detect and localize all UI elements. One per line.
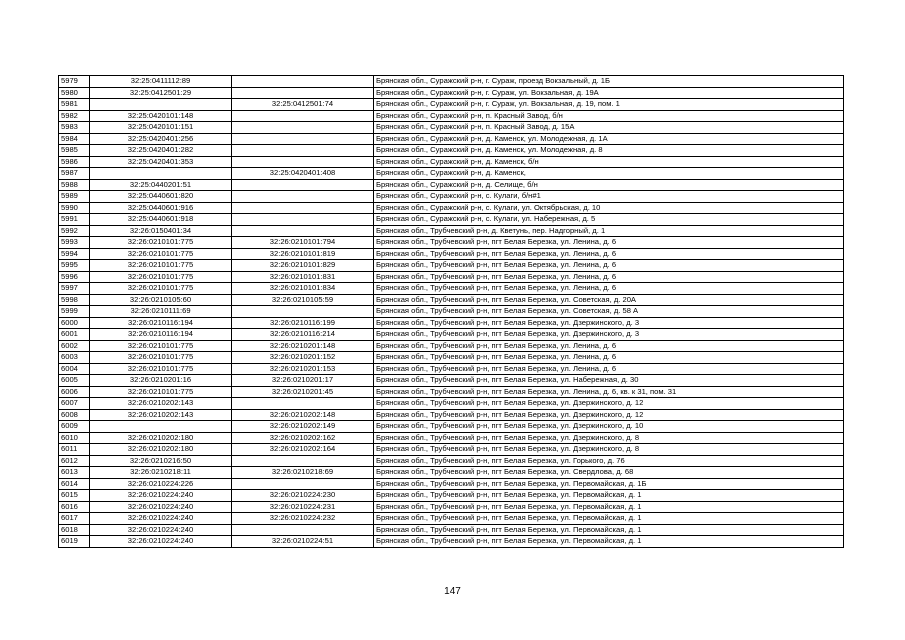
cadastral-number-cell xyxy=(90,421,232,433)
address-cell: Брянская обл., Трубчевский р-н, пгт Белая Березка, ул. Первомайская, д. 1 xyxy=(374,513,844,525)
cadastral-number-cell: 32:26:0210105:60 xyxy=(90,294,232,306)
cadastral-number-cell: 32:25:0420401:282 xyxy=(90,145,232,157)
address-cell: Брянская обл., Трубчевский р-н, пгт Белая Березка, ул. Горького, д. 76 xyxy=(374,455,844,467)
sub-cadastral-number-cell: 32:25:0412501:74 xyxy=(232,99,374,111)
sub-cadastral-number-cell: 32:26:0210116:214 xyxy=(232,329,374,341)
table-row xyxy=(59,237,844,249)
table-row xyxy=(59,294,844,306)
sub-cadastral-number-cell: 32:26:0210101:834 xyxy=(232,283,374,295)
address-cell: Брянская обл., Трубчевский р-н, пгт Белая Березка, ул. Дзержинского, д. 12 xyxy=(374,409,844,421)
table-row xyxy=(59,375,844,387)
row-number-cell: 6018 xyxy=(59,524,90,536)
cadastral-number-cell: 32:26:0210116:194 xyxy=(90,317,232,329)
cadastral-number-cell: 32:26:0210201:16 xyxy=(90,375,232,387)
cadastral-number-cell: 32:25:0420401:353 xyxy=(90,156,232,168)
cadastral-number-cell: 32:26:0210101:775 xyxy=(90,237,232,249)
address-cell: Брянская обл., Суражский р-н, с. Кулаги, ул. Октябрьская, д. 10 xyxy=(374,202,844,214)
address-cell: Брянская обл., Трубчевский р-н, пгт Белая Березка, ул. Ленина, д. 6 xyxy=(374,363,844,375)
row-number-cell: 5990 xyxy=(59,202,90,214)
row-number-cell: 6014 xyxy=(59,478,90,490)
sub-cadastral-number-cell: 32:26:0210202:149 xyxy=(232,421,374,433)
row-number-cell: 5988 xyxy=(59,179,90,191)
table-row xyxy=(59,524,844,536)
cadastral-number-cell: 32:26:0210101:775 xyxy=(90,340,232,352)
cadastral-number-cell: 32:25:0440601:916 xyxy=(90,202,232,214)
row-number-cell: 6001 xyxy=(59,329,90,341)
sub-cadastral-number-cell xyxy=(232,398,374,410)
cadastral-number-cell: 32:26:0210101:775 xyxy=(90,260,232,272)
sub-cadastral-number-cell xyxy=(232,202,374,214)
row-number-cell: 6007 xyxy=(59,398,90,410)
table-row xyxy=(59,306,844,318)
address-cell: Брянская обл., Суражский р-н, п. Красный Завод, б/н xyxy=(374,110,844,122)
address-cell: Брянская обл., Суражский р-н, п. Красный Завод, д. 15А xyxy=(374,122,844,134)
address-cell: Брянская обл., Суражский р-н, г. Сураж, ул. Вокзальная, д. 19А xyxy=(374,87,844,99)
table-row xyxy=(59,317,844,329)
row-number-cell: 5986 xyxy=(59,156,90,168)
table-row xyxy=(59,432,844,444)
sub-cadastral-number-cell: 32:25:0420401:408 xyxy=(232,168,374,180)
sub-cadastral-number-cell xyxy=(232,214,374,226)
address-cell: Брянская обл., Трубчевский р-н, пгт Белая Березка, ул. Дзержинского, д. 10 xyxy=(374,421,844,433)
address-cell: Брянская обл., Суражский р-н, с. Кулаги, ул. Набережная, д. 5 xyxy=(374,214,844,226)
row-number-cell: 5979 xyxy=(59,76,90,88)
sub-cadastral-number-cell: 32:26:0210201:148 xyxy=(232,340,374,352)
cadastral-number-cell: 32:26:0210101:775 xyxy=(90,363,232,375)
sub-cadastral-number-cell xyxy=(232,133,374,145)
address-cell: Брянская обл., Трубчевский р-н, пгт Белая Березка, ул. Первомайская, д. 1Б xyxy=(374,478,844,490)
sub-cadastral-number-cell: 32:26:0210201:17 xyxy=(232,375,374,387)
cadastral-number-cell: 32:26:0210224:240 xyxy=(90,501,232,513)
table-row xyxy=(59,122,844,134)
table-row xyxy=(59,467,844,479)
table-row xyxy=(59,225,844,237)
address-cell: Брянская обл., Трубчевский р-н, д. Кветунь, пер. Надгорный, д. 1 xyxy=(374,225,844,237)
row-number-cell: 6000 xyxy=(59,317,90,329)
address-cell: Брянская обл., Трубчевский р-н, пгт Белая Березка, ул. Дзержинского, д. 8 xyxy=(374,432,844,444)
property-register-table xyxy=(58,75,844,548)
table-row xyxy=(59,409,844,421)
address-cell: Брянская обл., Трубчевский р-н, пгт Белая Березка, ул. Ленина, д. 6 xyxy=(374,248,844,260)
row-number-cell: 6012 xyxy=(59,455,90,467)
sub-cadastral-number-cell: 32:26:0210202:148 xyxy=(232,409,374,421)
row-number-cell: 6008 xyxy=(59,409,90,421)
sub-cadastral-number-cell: 32:26:0210201:45 xyxy=(232,386,374,398)
row-number-cell: 6015 xyxy=(59,490,90,502)
row-number-cell: 6019 xyxy=(59,536,90,548)
row-number-cell: 5991 xyxy=(59,214,90,226)
table-row xyxy=(59,536,844,548)
table-row xyxy=(59,99,844,111)
sub-cadastral-number-cell: 32:26:0210201:152 xyxy=(232,352,374,364)
address-cell: Брянская обл., Трубчевский р-н, пгт Белая Березка, ул. Ленина, д. 6 xyxy=(374,340,844,352)
sub-cadastral-number-cell: 32:26:0210202:162 xyxy=(232,432,374,444)
cadastral-number-cell xyxy=(90,99,232,111)
cadastral-number-cell: 32:26:0210216:50 xyxy=(90,455,232,467)
sub-cadastral-number-cell xyxy=(232,524,374,536)
sub-cadastral-number-cell: 32:26:0210101:831 xyxy=(232,271,374,283)
cadastral-number-cell: 32:26:0210202:143 xyxy=(90,398,232,410)
address-cell: Брянская обл., Суражский р-н, д. Каменск, ул. Молодежная, д. 8 xyxy=(374,145,844,157)
table-row xyxy=(59,513,844,525)
address-cell: Брянская обл., Суражский р-н, д. Каменск, б/н xyxy=(374,156,844,168)
cadastral-number-cell: 32:26:0210101:775 xyxy=(90,248,232,260)
row-number-cell: 5989 xyxy=(59,191,90,203)
row-number-cell: 5996 xyxy=(59,271,90,283)
sub-cadastral-number-cell: 32:26:0210105:59 xyxy=(232,294,374,306)
table-row xyxy=(59,110,844,122)
address-cell: Брянская обл., Трубчевский р-н, пгт Белая Березка, ул. Свердлова, д. 68 xyxy=(374,467,844,479)
row-number-cell: 5998 xyxy=(59,294,90,306)
table-row xyxy=(59,191,844,203)
row-number-cell: 5983 xyxy=(59,122,90,134)
address-cell: Брянская обл., Трубчевский р-н, пгт Белая Березка, ул. Первомайская, д. 1 xyxy=(374,501,844,513)
address-cell: Брянская обл., Суражский р-н, с. Кулаги, б/н#1 xyxy=(374,191,844,203)
cadastral-number-cell: 32:26:0210218:11 xyxy=(90,467,232,479)
table-row xyxy=(59,421,844,433)
sub-cadastral-number-cell xyxy=(232,455,374,467)
address-cell: Брянская обл., Трубчевский р-н, пгт Белая Березка, ул. Ленина, д. 6 xyxy=(374,283,844,295)
table-row xyxy=(59,455,844,467)
row-number-cell: 6005 xyxy=(59,375,90,387)
table-row xyxy=(59,271,844,283)
row-number-cell: 5999 xyxy=(59,306,90,318)
cadastral-number-cell: 32:25:0420401:256 xyxy=(90,133,232,145)
address-cell: Брянская обл., Суражский р-н, г. Сураж, ул. Вокзальная, д. 19, пом. 1 xyxy=(374,99,844,111)
sub-cadastral-number-cell xyxy=(232,122,374,134)
table-row xyxy=(59,490,844,502)
cadastral-number-cell: 32:25:0420101:151 xyxy=(90,122,232,134)
sub-cadastral-number-cell xyxy=(232,156,374,168)
address-cell: Брянская обл., Суражский р-н, д. Каменск, xyxy=(374,168,844,180)
cadastral-number-cell: 32:25:0411112:89 xyxy=(90,76,232,88)
address-cell: Брянская обл., Трубчевский р-н, пгт Белая Березка, ул. Первомайская, д. 1 xyxy=(374,536,844,548)
table-row xyxy=(59,179,844,191)
cadastral-number-cell: 32:26:0210101:775 xyxy=(90,283,232,295)
row-number-cell: 5994 xyxy=(59,248,90,260)
address-cell: Брянская обл., Трубчевский р-н, пгт Белая Березка, ул. Дзержинского, д. 3 xyxy=(374,329,844,341)
sub-cadastral-number-cell: 32:26:0210116:199 xyxy=(232,317,374,329)
sub-cadastral-number-cell: 32:26:0210101:819 xyxy=(232,248,374,260)
address-cell: Брянская обл., Трубчевский р-н, пгт Белая Березка, ул. Ленина, д. 6, кв. к 31, пом. 31 xyxy=(374,386,844,398)
row-number-cell: 6003 xyxy=(59,352,90,364)
sub-cadastral-number-cell xyxy=(232,191,374,203)
cadastral-number-cell: 32:25:0440601:820 xyxy=(90,191,232,203)
cadastral-number-cell: 32:25:0420101:148 xyxy=(90,110,232,122)
table-row xyxy=(59,398,844,410)
table-row xyxy=(59,444,844,456)
table-row xyxy=(59,478,844,490)
cadastral-number-cell: 32:26:0210224:240 xyxy=(90,513,232,525)
address-cell: Брянская обл., Трубчевский р-н, пгт Белая Березка, ул. Дзержинского, д. 8 xyxy=(374,444,844,456)
cadastral-number-cell: 32:26:0210224:226 xyxy=(90,478,232,490)
sub-cadastral-number-cell: 32:26:0210101:829 xyxy=(232,260,374,272)
cadastral-number-cell: 32:26:0210101:775 xyxy=(90,386,232,398)
row-number-cell: 6011 xyxy=(59,444,90,456)
row-number-cell: 6009 xyxy=(59,421,90,433)
row-number-cell: 5995 xyxy=(59,260,90,272)
row-number-cell: 6016 xyxy=(59,501,90,513)
sub-cadastral-number-cell xyxy=(232,179,374,191)
cadastral-number-cell xyxy=(90,168,232,180)
sub-cadastral-number-cell: 32:26:0210101:794 xyxy=(232,237,374,249)
table-row xyxy=(59,214,844,226)
table-row xyxy=(59,260,844,272)
table-row xyxy=(59,501,844,513)
cadastral-number-cell: 32:25:0412501:29 xyxy=(90,87,232,99)
sub-cadastral-number-cell: 32:26:0210224:232 xyxy=(232,513,374,525)
sub-cadastral-number-cell xyxy=(232,306,374,318)
cadastral-number-cell: 32:26:0210101:775 xyxy=(90,271,232,283)
table-row xyxy=(59,145,844,157)
address-cell: Брянская обл., Трубчевский р-н, пгт Белая Березка, ул. Дзержинского, д. 3 xyxy=(374,317,844,329)
row-number-cell: 6002 xyxy=(59,340,90,352)
address-cell: Брянская обл., Трубчевский р-н, пгт Белая Березка, ул. Ленина, д. 6 xyxy=(374,271,844,283)
address-cell: Брянская обл., Суражский р-н, д. Каменск, ул. Молодежная, д. 1А xyxy=(374,133,844,145)
address-cell: Брянская обл., Трубчевский р-н, пгт Белая Березка, ул. Первомайская, д. 1 xyxy=(374,490,844,502)
sub-cadastral-number-cell xyxy=(232,110,374,122)
address-cell: Брянская обл., Суражский р-н, г. Сураж, проезд Вокзальный, д. 1Б xyxy=(374,76,844,88)
row-number-cell: 5997 xyxy=(59,283,90,295)
cadastral-number-cell: 32:26:0210111:69 xyxy=(90,306,232,318)
sub-cadastral-number-cell: 32:26:0210202:164 xyxy=(232,444,374,456)
row-number-cell: 5982 xyxy=(59,110,90,122)
cadastral-number-cell: 32:26:0210202:180 xyxy=(90,444,232,456)
cadastral-number-cell: 32:26:0150401:34 xyxy=(90,225,232,237)
table-row xyxy=(59,386,844,398)
row-number-cell: 5992 xyxy=(59,225,90,237)
sub-cadastral-number-cell xyxy=(232,87,374,99)
row-number-cell: 5980 xyxy=(59,87,90,99)
table-row xyxy=(59,352,844,364)
address-cell: Брянская обл., Суражский р-н, д. Селище, б/н xyxy=(374,179,844,191)
row-number-cell: 6004 xyxy=(59,363,90,375)
sub-cadastral-number-cell: 32:26:0210224:230 xyxy=(232,490,374,502)
address-cell: Брянская обл., Трубчевский р-н, пгт Белая Березка, ул. Набережная, д. 30 xyxy=(374,375,844,387)
row-number-cell: 5981 xyxy=(59,99,90,111)
cadastral-number-cell: 32:25:0440201:51 xyxy=(90,179,232,191)
address-cell: Брянская обл., Трубчевский р-н, пгт Белая Березка, ул. Ленина, д. 6 xyxy=(374,352,844,364)
sub-cadastral-number-cell xyxy=(232,225,374,237)
page-number: 147 xyxy=(444,586,461,597)
table-body xyxy=(59,76,844,548)
sub-cadastral-number-cell xyxy=(232,76,374,88)
sub-cadastral-number-cell: 32:26:0210224:51 xyxy=(232,536,374,548)
table-row xyxy=(59,133,844,145)
row-number-cell: 5993 xyxy=(59,237,90,249)
table-row xyxy=(59,168,844,180)
sub-cadastral-number-cell: 32:26:0210218:69 xyxy=(232,467,374,479)
table-row xyxy=(59,329,844,341)
table-row xyxy=(59,363,844,375)
row-number-cell: 5984 xyxy=(59,133,90,145)
row-number-cell: 6006 xyxy=(59,386,90,398)
cadastral-number-cell: 32:26:0210224:240 xyxy=(90,536,232,548)
row-number-cell: 6017 xyxy=(59,513,90,525)
cadastral-number-cell: 32:26:0210202:180 xyxy=(90,432,232,444)
cadastral-number-cell: 32:25:0440601:918 xyxy=(90,214,232,226)
cadastral-number-cell: 32:26:0210224:240 xyxy=(90,524,232,536)
row-number-cell: 5985 xyxy=(59,145,90,157)
table-row xyxy=(59,248,844,260)
table-row xyxy=(59,76,844,88)
cadastral-number-cell: 32:26:0210224:240 xyxy=(90,490,232,502)
address-cell: Брянская обл., Трубчевский р-н, пгт Белая Березка, ул. Советская, д. 58 А xyxy=(374,306,844,318)
table-row xyxy=(59,283,844,295)
row-number-cell: 5987 xyxy=(59,168,90,180)
sub-cadastral-number-cell: 32:26:0210201:153 xyxy=(232,363,374,375)
row-number-cell: 6013 xyxy=(59,467,90,479)
table-row xyxy=(59,156,844,168)
cadastral-number-cell: 32:26:0210101:775 xyxy=(90,352,232,364)
address-cell: Брянская обл., Трубчевский р-н, пгт Белая Березка, ул. Ленина, д. 6 xyxy=(374,260,844,272)
address-cell: Брянская обл., Трубчевский р-н, пгт Белая Березка, ул. Ленина, д. 6 xyxy=(374,237,844,249)
table-row xyxy=(59,202,844,214)
sub-cadastral-number-cell xyxy=(232,145,374,157)
table-row xyxy=(59,87,844,99)
address-cell: Брянская обл., Трубчевский р-н, пгт Белая Березка, ул. Дзержинского, д. 12 xyxy=(374,398,844,410)
cadastral-number-cell: 32:26:0210116:194 xyxy=(90,329,232,341)
sub-cadastral-number-cell: 32:26:0210224:231 xyxy=(232,501,374,513)
table-row xyxy=(59,340,844,352)
row-number-cell: 6010 xyxy=(59,432,90,444)
address-cell: Брянская обл., Трубчевский р-н, пгт Белая Березка, ул. Советская, д. 20А xyxy=(374,294,844,306)
sub-cadastral-number-cell xyxy=(232,478,374,490)
address-cell: Брянская обл., Трубчевский р-н, пгт Белая Березка, ул. Первомайская, д. 1 xyxy=(374,524,844,536)
cadastral-number-cell: 32:26:0210202:143 xyxy=(90,409,232,421)
